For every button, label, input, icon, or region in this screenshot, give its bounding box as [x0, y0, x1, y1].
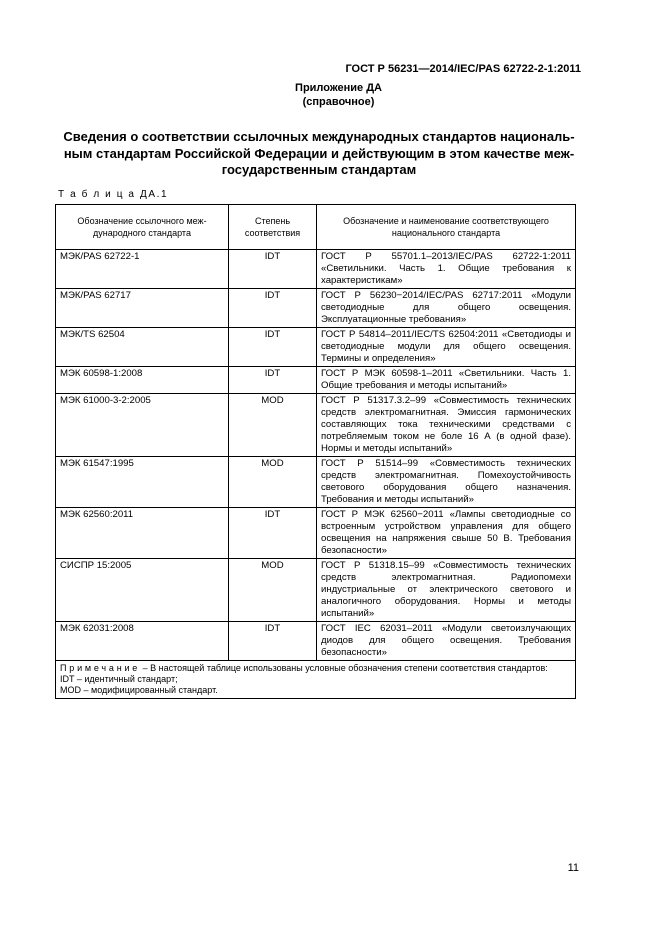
table-note-row: [56, 661, 576, 699]
cell-international-standard: МЭК 60598-1:2008: [56, 367, 229, 394]
cell-international-standard: МЭК/PAS 62722-1: [56, 250, 229, 289]
appendix-title: Приложение ДА: [295, 82, 382, 94]
note-label: Примечание: [60, 663, 141, 673]
cell-national-standard: ГОСТ Р 51514–99 «Совместимость технических средств электромагнитная. Помехоустойчивость светового оборудования общего назначения. Требования и методы испытаний»: [317, 457, 576, 508]
title-line-3: государственным стандартам: [221, 162, 417, 177]
cell-national-standard: ГОСТ Р МЭК 62560−2011 «Лампы светодиодные со встроенным устройством управления для общего освещения на напряжения свыше 50 В. Требования безопасности»: [317, 508, 576, 559]
cell-degree: IDT: [229, 328, 317, 367]
table-row: [56, 250, 576, 289]
cell-international-standard: СИСПР 15:2005: [56, 559, 229, 622]
cell-degree: IDT: [229, 622, 317, 661]
cell-degree: IDT: [229, 367, 317, 394]
cell-degree: IDT: [229, 508, 317, 559]
cell-national-standard: ГОСТ Р 51318.15–99 «Совместимость технических средств электромагнитная. Радиопомехи индустриальные от электрического светового и аналогичного оборудования. Нормы и методы испытаний»: [317, 559, 576, 622]
cell-international-standard: МЭК/TS 62504: [56, 328, 229, 367]
table-header-row: [56, 205, 576, 250]
cell-national-standard: ГОСТ IEC 62031–2011 «Модули светоизлучающих диодов для общего освещения. Требования безопасности»: [317, 622, 576, 661]
cell-international-standard: МЭК 61547:1995: [56, 457, 229, 508]
note-idt: IDT – идентичный стандарт;: [60, 674, 178, 684]
note-text: – В настоящей таблице использованы условные обозначения степени соответствия стандартов:: [140, 663, 548, 673]
appendix-subtitle: (справочное): [302, 96, 375, 108]
table-row: [56, 328, 576, 367]
table-row: [56, 559, 576, 622]
cell-national-standard: ГОСТ Р 56230−2014/IEC/PAS 62717:2011 «Модули светодиодные для общего освещения. Эксплуатационные требования»: [317, 289, 576, 328]
table-row: [56, 508, 576, 559]
cell-national-standard: ГОСТ Р 55701.1–2013/IEC/PAS 62722-1:2011 «Светильники. Часть 1. Общие требования к характеристикам»: [317, 250, 576, 289]
table-row: [56, 622, 576, 661]
cell-degree: MOD: [229, 394, 317, 457]
document-code: ГОСТ Р 56231—2014/IEC/PAS 62722-2-1:2011: [345, 63, 581, 75]
table-row: [56, 289, 576, 328]
title-line-1: Сведения о соответствии ссылочных международных стандартов националь-: [63, 129, 575, 144]
note-intro: [60, 663, 571, 674]
cell-degree: MOD: [229, 457, 317, 508]
cell-national-standard: ГОСТ Р 54814–2011/IEC/TS 62504:2011 «Светодиоды и светодиодные модули для общего освещения. Термины и определения»: [317, 328, 576, 367]
cell-degree: IDT: [229, 250, 317, 289]
cell-national-standard: ГОСТ Р 51317.3.2–99 «Совместимость технических средств электромагнитная. Эмиссия гармонических составляющих тока техническими средствами с потребляемым током не боле 16 А (в одной фазе). Нормы и методы испытаний»: [317, 394, 576, 457]
title-line-2: ным стандартам Российской Федерации и действующим в этом качестве меж-: [63, 145, 575, 161]
header-international-standard: Обозначение ссылочного меж- дународного стандарта: [56, 205, 229, 250]
page-number: 11: [567, 862, 579, 874]
cell-degree: IDT: [229, 289, 317, 328]
cell-national-standard: ГОСТ Р МЭК 60598-1–2011 «Светильники. Часть 1. Общие требования и методы испытаний»: [317, 367, 576, 394]
table-row: [56, 457, 576, 508]
header-national-standard: Обозначение и наименование соответствующего национального стандарта: [317, 205, 576, 250]
table-note: [56, 661, 576, 699]
table-row: [56, 394, 576, 457]
cell-international-standard: МЭК/PAS 62717: [56, 289, 229, 328]
cell-degree: MOD: [229, 559, 317, 622]
cell-international-standard: МЭК 62560:2011: [56, 508, 229, 559]
cell-international-standard: МЭК 61000-3-2:2005: [56, 394, 229, 457]
correspondence-table: [55, 204, 576, 699]
table-label: Т а б л и ц а ДА.1: [58, 189, 169, 200]
section-title: [52, 129, 586, 179]
table-row: [56, 367, 576, 394]
header-degree: Степень соответствия: [229, 205, 317, 250]
cell-international-standard: МЭК 62031:2008: [56, 622, 229, 661]
note-mod: MOD – модифицированный стандарт.: [60, 685, 218, 695]
